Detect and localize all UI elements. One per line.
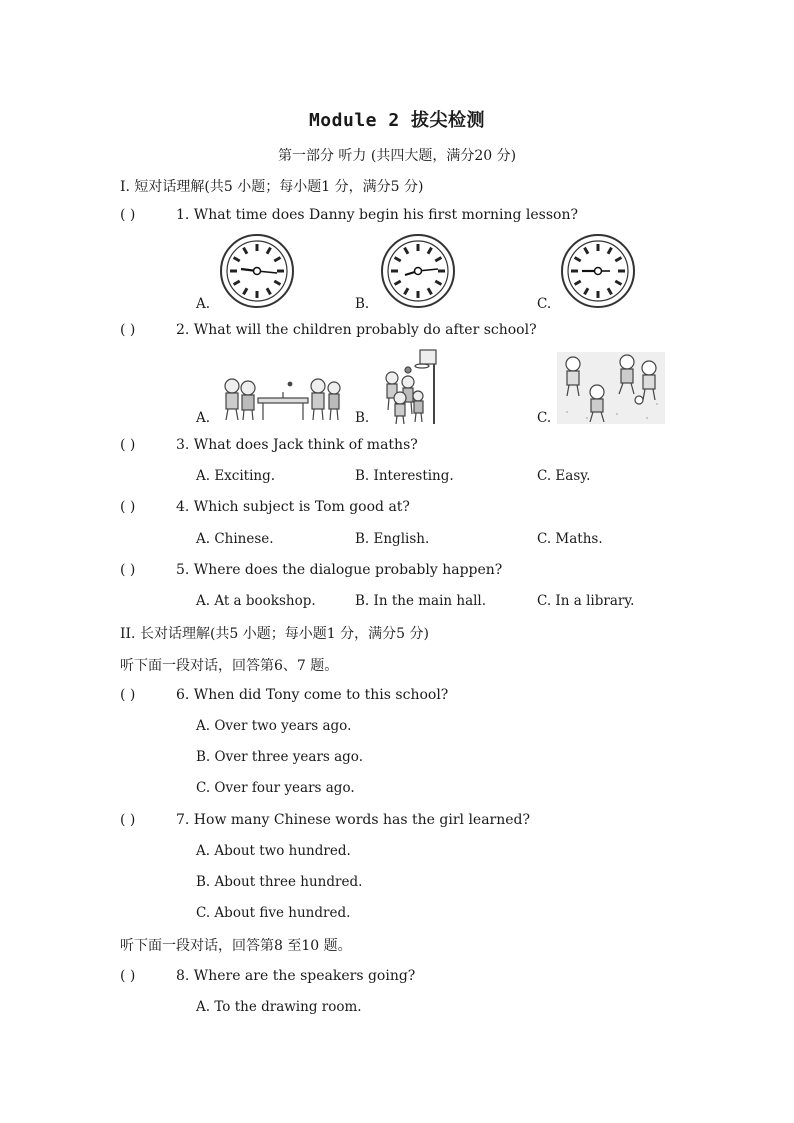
question-1 (120, 207, 578, 223)
clock-a-image (219, 233, 295, 309)
option-1a[interactable]: A. (196, 296, 211, 312)
option-4a[interactable]: A. Chinese. (196, 531, 274, 547)
option-2b[interactable]: B. (355, 410, 370, 426)
page-title: Module 2 拔尖检测 (308, 110, 486, 131)
question-text: 8. Where are the speakers going? (176, 968, 416, 984)
answer-blank[interactable]: ( ) (120, 437, 136, 453)
answer-blank[interactable]: ( ) (120, 499, 136, 515)
part-heading: 第一部分 听力 (共四大题，满分20 分) (277, 148, 517, 164)
question-text: 6. When did Tony come to this school? (176, 687, 449, 703)
option-6b[interactable]: B. Over three years ago. (196, 749, 363, 765)
option-4c[interactable]: C. Maths. (537, 531, 603, 547)
question-text: 7. How many Chinese words has the girl learned? (176, 812, 531, 828)
option-3c[interactable]: C. Easy. (537, 468, 591, 484)
question-4 (120, 499, 410, 515)
question-text: 2. What will the children probably do after school? (176, 322, 537, 338)
option-6a[interactable]: A. Over two years ago. (196, 718, 352, 734)
table-tennis-image (218, 374, 346, 424)
question-text: 3. What does Jack think of maths? (176, 437, 418, 453)
option-8a[interactable]: A. To the drawing room. (196, 999, 362, 1015)
option-5c[interactable]: C. In a library. (537, 593, 635, 609)
question-text: 4. Which subject is Tom good at? (176, 499, 410, 515)
answer-blank[interactable]: ( ) (120, 562, 136, 578)
option-2a[interactable]: A. (196, 410, 211, 426)
answer-blank[interactable]: ( ) (120, 812, 136, 828)
section-2-instruction-1: 听下面一段对话，回答第6、7 题。 (120, 658, 339, 674)
answer-blank[interactable]: ( ) (120, 207, 136, 223)
option-5a[interactable]: A. At a bookshop. (196, 593, 316, 609)
basketball-image (378, 348, 442, 426)
question-5 (120, 562, 502, 578)
option-6c[interactable]: C. Over four years ago. (196, 780, 355, 796)
clock-c-image (560, 233, 636, 309)
option-3b[interactable]: B. Interesting. (355, 468, 454, 484)
question-3 (120, 437, 418, 453)
question-text: 1. What time does Danny begin his first morning lesson? (176, 207, 579, 223)
section-2-heading: II. 长对话理解(共5 小题；每小题1 分，满分5 分) (120, 626, 429, 642)
question-8 (120, 968, 415, 984)
option-4b[interactable]: B. English. (355, 531, 430, 547)
option-7a[interactable]: A. About two hundred. (196, 843, 351, 859)
football-image (557, 352, 665, 424)
option-7b[interactable]: B. About three hundred. (196, 874, 363, 890)
option-3a[interactable]: A. Exciting. (196, 468, 276, 484)
option-1c[interactable]: C. (537, 296, 552, 312)
question-6 (120, 687, 448, 703)
option-2c[interactable]: C. (537, 410, 552, 426)
option-1b[interactable]: B. (355, 296, 370, 312)
answer-blank[interactable]: ( ) (120, 968, 136, 984)
question-7 (120, 812, 530, 828)
section-2-instruction-2: 听下面一段对话，回答第8 至10 题。 (120, 938, 352, 954)
answer-blank[interactable]: ( ) (120, 322, 136, 338)
section-1-heading: I. 短对话理解(共5 小题；每小题1 分，满分5 分) (120, 179, 424, 195)
answer-blank[interactable]: ( ) (120, 687, 136, 703)
option-7c[interactable]: C. About five hundred. (196, 905, 351, 921)
option-5b[interactable]: B. In the main hall. (355, 593, 487, 609)
clock-b-image (380, 233, 456, 309)
question-text: 5. Where does the dialogue probably happen? (176, 562, 503, 578)
question-2 (120, 322, 537, 338)
